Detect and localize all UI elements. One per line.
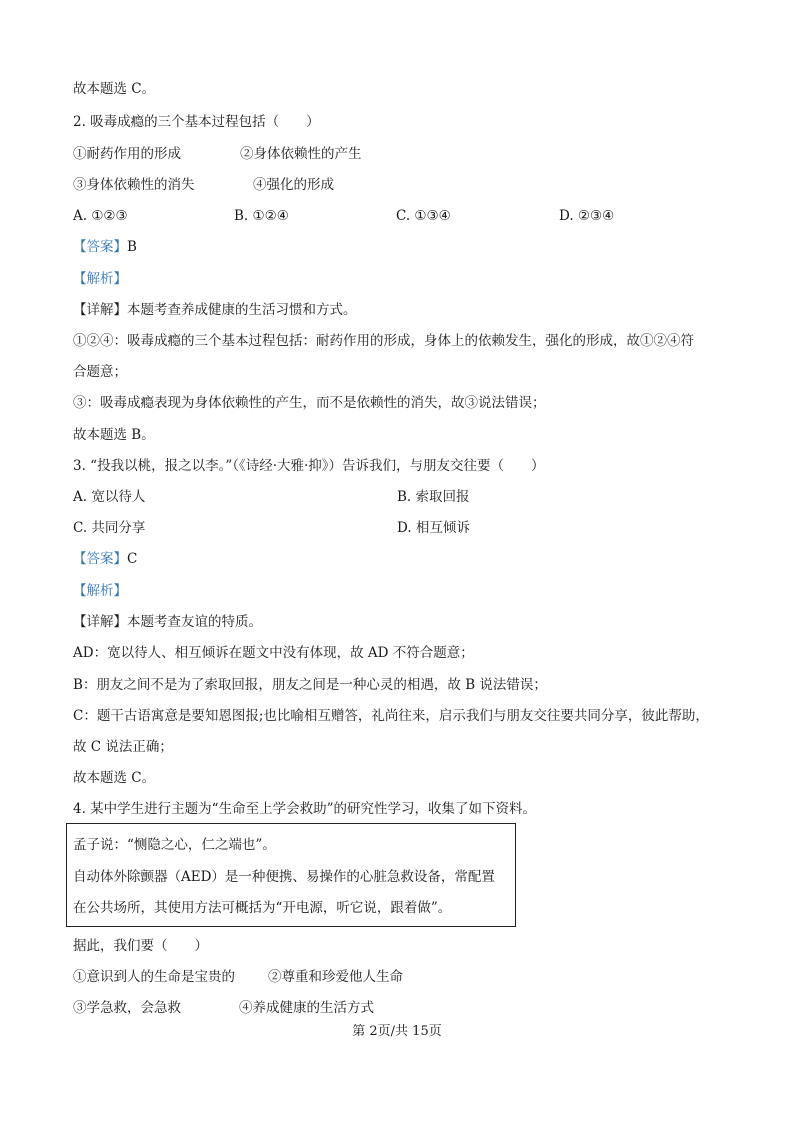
question-2-stem: 2. 吸毒成瘾的三个基本过程包括（ ） bbox=[73, 114, 320, 130]
q4-statement-4: ④养成健康的生活方式 bbox=[239, 1000, 374, 1016]
q3-option-a: A. 宽以待人 bbox=[73, 489, 146, 505]
detail-text: 本题考查养成健康的生活习惯和方式。 bbox=[127, 302, 357, 318]
answer-value: B bbox=[127, 239, 137, 255]
q2-explanation-1: ①②④：吸毒成瘾的三个基本过程包括：耐药作用的形成，身体上的依赖发生，强化的形成，故①②④符 bbox=[73, 333, 694, 349]
q2-statement-2: ②身体依赖性的产生 bbox=[240, 146, 362, 162]
detail-tag: 【详解】 bbox=[73, 614, 127, 630]
q4-statement-1: ①意识到人的生命是宝贵的 bbox=[73, 969, 235, 985]
q4-question: 据此，我们要（ ） bbox=[73, 938, 208, 954]
q2-option-b: B. ①②④ bbox=[234, 208, 289, 224]
material-line-2: 自动体外除颤器（AED）是一种便携、易操作的心脏急救设备，常配置 bbox=[73, 869, 495, 885]
q3-explanation-ad: AD：宽以待人、相互倾诉在题文中没有体现，故 AD 不符合题意； bbox=[73, 645, 474, 661]
q4-statement-3: ③学急救，会急救 bbox=[73, 1000, 181, 1016]
answer-value: C bbox=[127, 551, 138, 567]
q2-explanation-2: ③：吸毒成瘾表现为身体依赖性的产生，而不是依赖性的消失，故③说法错误； bbox=[73, 395, 546, 411]
q3-explanation-c-cont: 故 C 说法正确； bbox=[73, 739, 173, 755]
q2-option-a: A. ①②③ bbox=[73, 208, 128, 224]
material-line-1: 孟子说：“恻隐之心，仁之端也”。 bbox=[73, 837, 276, 853]
q3-answer bbox=[73, 550, 137, 568]
q2-analysis-tag: 【解析】 bbox=[73, 271, 127, 287]
q2-option-d: D. ②③④ bbox=[559, 208, 615, 224]
q3-conclusion: 故本题选 C。 bbox=[73, 770, 156, 786]
question-3-stem: 3. “投我以桃，报之以李。”（《诗经·大雅·抑》）告诉我们，与朋友交往要（ ） bbox=[73, 458, 545, 474]
q2-conclusion: 故本题选 B。 bbox=[73, 427, 155, 443]
q3-explanation-c: C：题干古语寓意是要知恩图报;也比喻相互赠答，礼尚往来，启示我们与朋友交往要共同分享，彼此帮助， bbox=[73, 708, 709, 724]
q2-statement-3: ③身体依赖性的消失 bbox=[73, 177, 195, 193]
q3-analysis-tag: 【解析】 bbox=[73, 583, 127, 599]
answer-tag: 【答案】 bbox=[73, 551, 127, 567]
q4-statement-2: ②尊重和珍爱他人生命 bbox=[268, 969, 403, 985]
answer-tag: 【答案】 bbox=[73, 239, 127, 255]
material-line-3: 在公共场所，其使用方法可概括为“开电源，听它说，跟着做”。 bbox=[73, 900, 452, 916]
detail-tag: 【详解】 bbox=[73, 302, 127, 318]
q3-detail bbox=[73, 613, 262, 631]
question-4-stem: 4. 某中学生进行主题为“生命至上学会救助”的研究性学习，收集了如下资料。 bbox=[73, 801, 536, 817]
q3-option-b: B. 索取回报 bbox=[397, 489, 470, 505]
q3-explanation-b: B：朋友之间不是为了索取回报，朋友之间是一种心灵的相遇，故 B 说法错误； bbox=[73, 677, 547, 693]
q2-explanation-1-cont: 合题意； bbox=[73, 364, 127, 380]
detail-text: 本题考查友谊的特质。 bbox=[127, 614, 262, 630]
conclusion-text: 故本题选 C。 bbox=[73, 81, 156, 97]
q2-detail bbox=[73, 301, 357, 319]
page-footer: 第 2页/共 15页 bbox=[352, 1024, 442, 1039]
q2-answer bbox=[73, 238, 137, 256]
q2-statement-4: ④强化的形成 bbox=[253, 177, 334, 193]
q3-option-c: C. 共同分享 bbox=[73, 520, 146, 536]
q3-option-d: D. 相互倾诉 bbox=[397, 520, 470, 536]
q2-statement-1: ①耐药作用的形成 bbox=[73, 146, 181, 162]
q2-option-c: C. ①③④ bbox=[396, 208, 451, 224]
